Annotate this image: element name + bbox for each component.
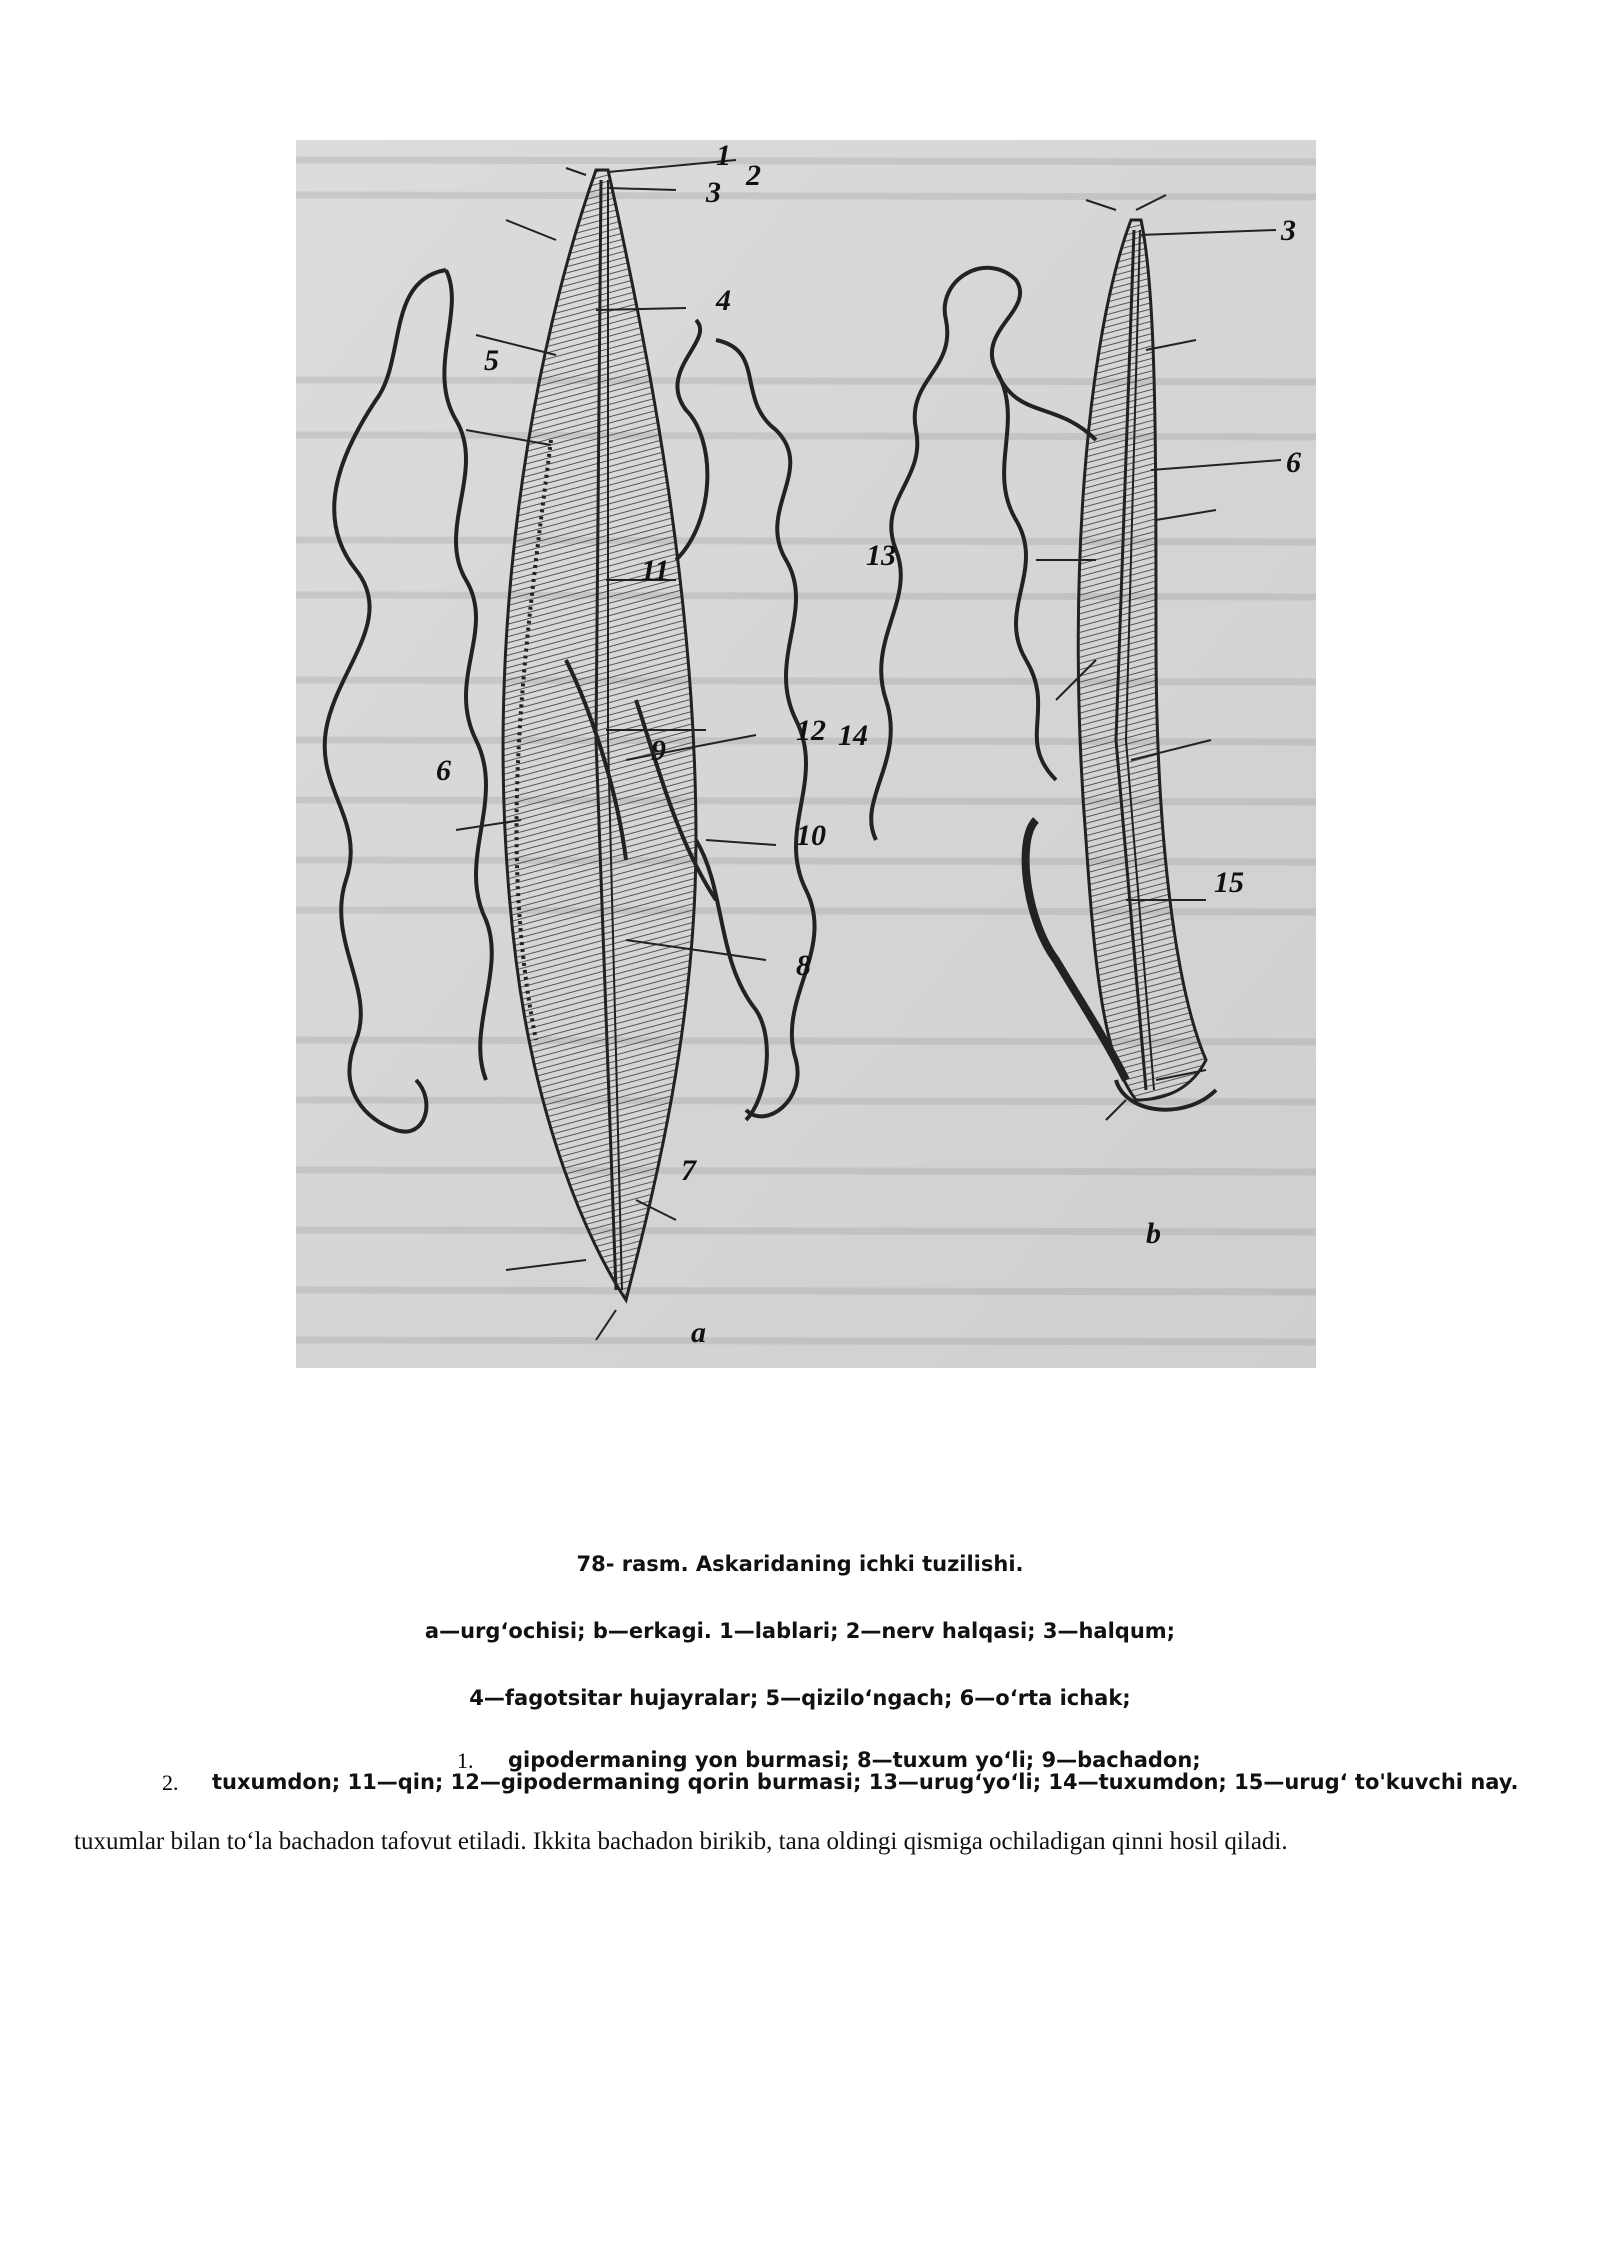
label-b-13: 13 (866, 539, 896, 572)
label-a-3: 3 (706, 176, 721, 209)
label-a-2: 2 (746, 159, 761, 192)
panel-label-a: a (691, 1316, 706, 1349)
figure-caption-line-2: 4—fagotsitar hujayralar; 5—qizilo‘ngach; 6—o‘rta ichak; (469, 1686, 1131, 1710)
panel-label-b: b (1146, 1217, 1161, 1250)
label-a-9: 9 (651, 734, 666, 767)
figure-caption-line-1: a—urg‘ochisi; b—erkagi. 1—lablari; 2—nerv halqasi; 3—halqum; (424, 1619, 1176, 1643)
label-a-12: 12 (796, 714, 826, 747)
label-b-3: 3 (1281, 214, 1296, 247)
label-a-8: 8 (796, 949, 811, 982)
label-b-6: 6 (1286, 446, 1301, 479)
label-b-14: 14 (838, 719, 868, 752)
label-a-6: 6 (436, 754, 451, 787)
label-b-15: 15 (1214, 866, 1244, 899)
label-a-1: 1 (716, 140, 731, 172)
body-paragraph: tuxumlar bilan to‘la bachadon tafovut etiladi. Ikkita bachadon birikib, tana oldingi qismiga ochiladigan qinni hosil qiladi. (74, 1828, 1288, 1855)
list-text-2: tuxumdon; 11—qin; 12—gipodermaning qorin burmasi; 13—urug‘yo‘li; 14—tuxumdon; 15—urug‘ to'kuvchi nay. (212, 1770, 1519, 1794)
label-a-7: 7 (681, 1154, 696, 1187)
figure-caption-title: 78- rasm. Askaridaning ichki tuzilishi. (576, 1552, 1024, 1576)
label-a-5: 5 (484, 344, 499, 377)
list-number-1: 1. (457, 1748, 474, 1773)
label-a-10: 10 (796, 819, 826, 852)
label-a-4: 4 (716, 284, 731, 317)
list-text-1: gipodermaning yon burmasi; 8—tuxum yo‘li; 9—bachadon; (508, 1748, 1201, 1772)
label-a-11: 11 (641, 554, 670, 587)
ascaris-anatomy-figure (296, 140, 1316, 1368)
list-number-2: 2. (162, 1770, 179, 1795)
